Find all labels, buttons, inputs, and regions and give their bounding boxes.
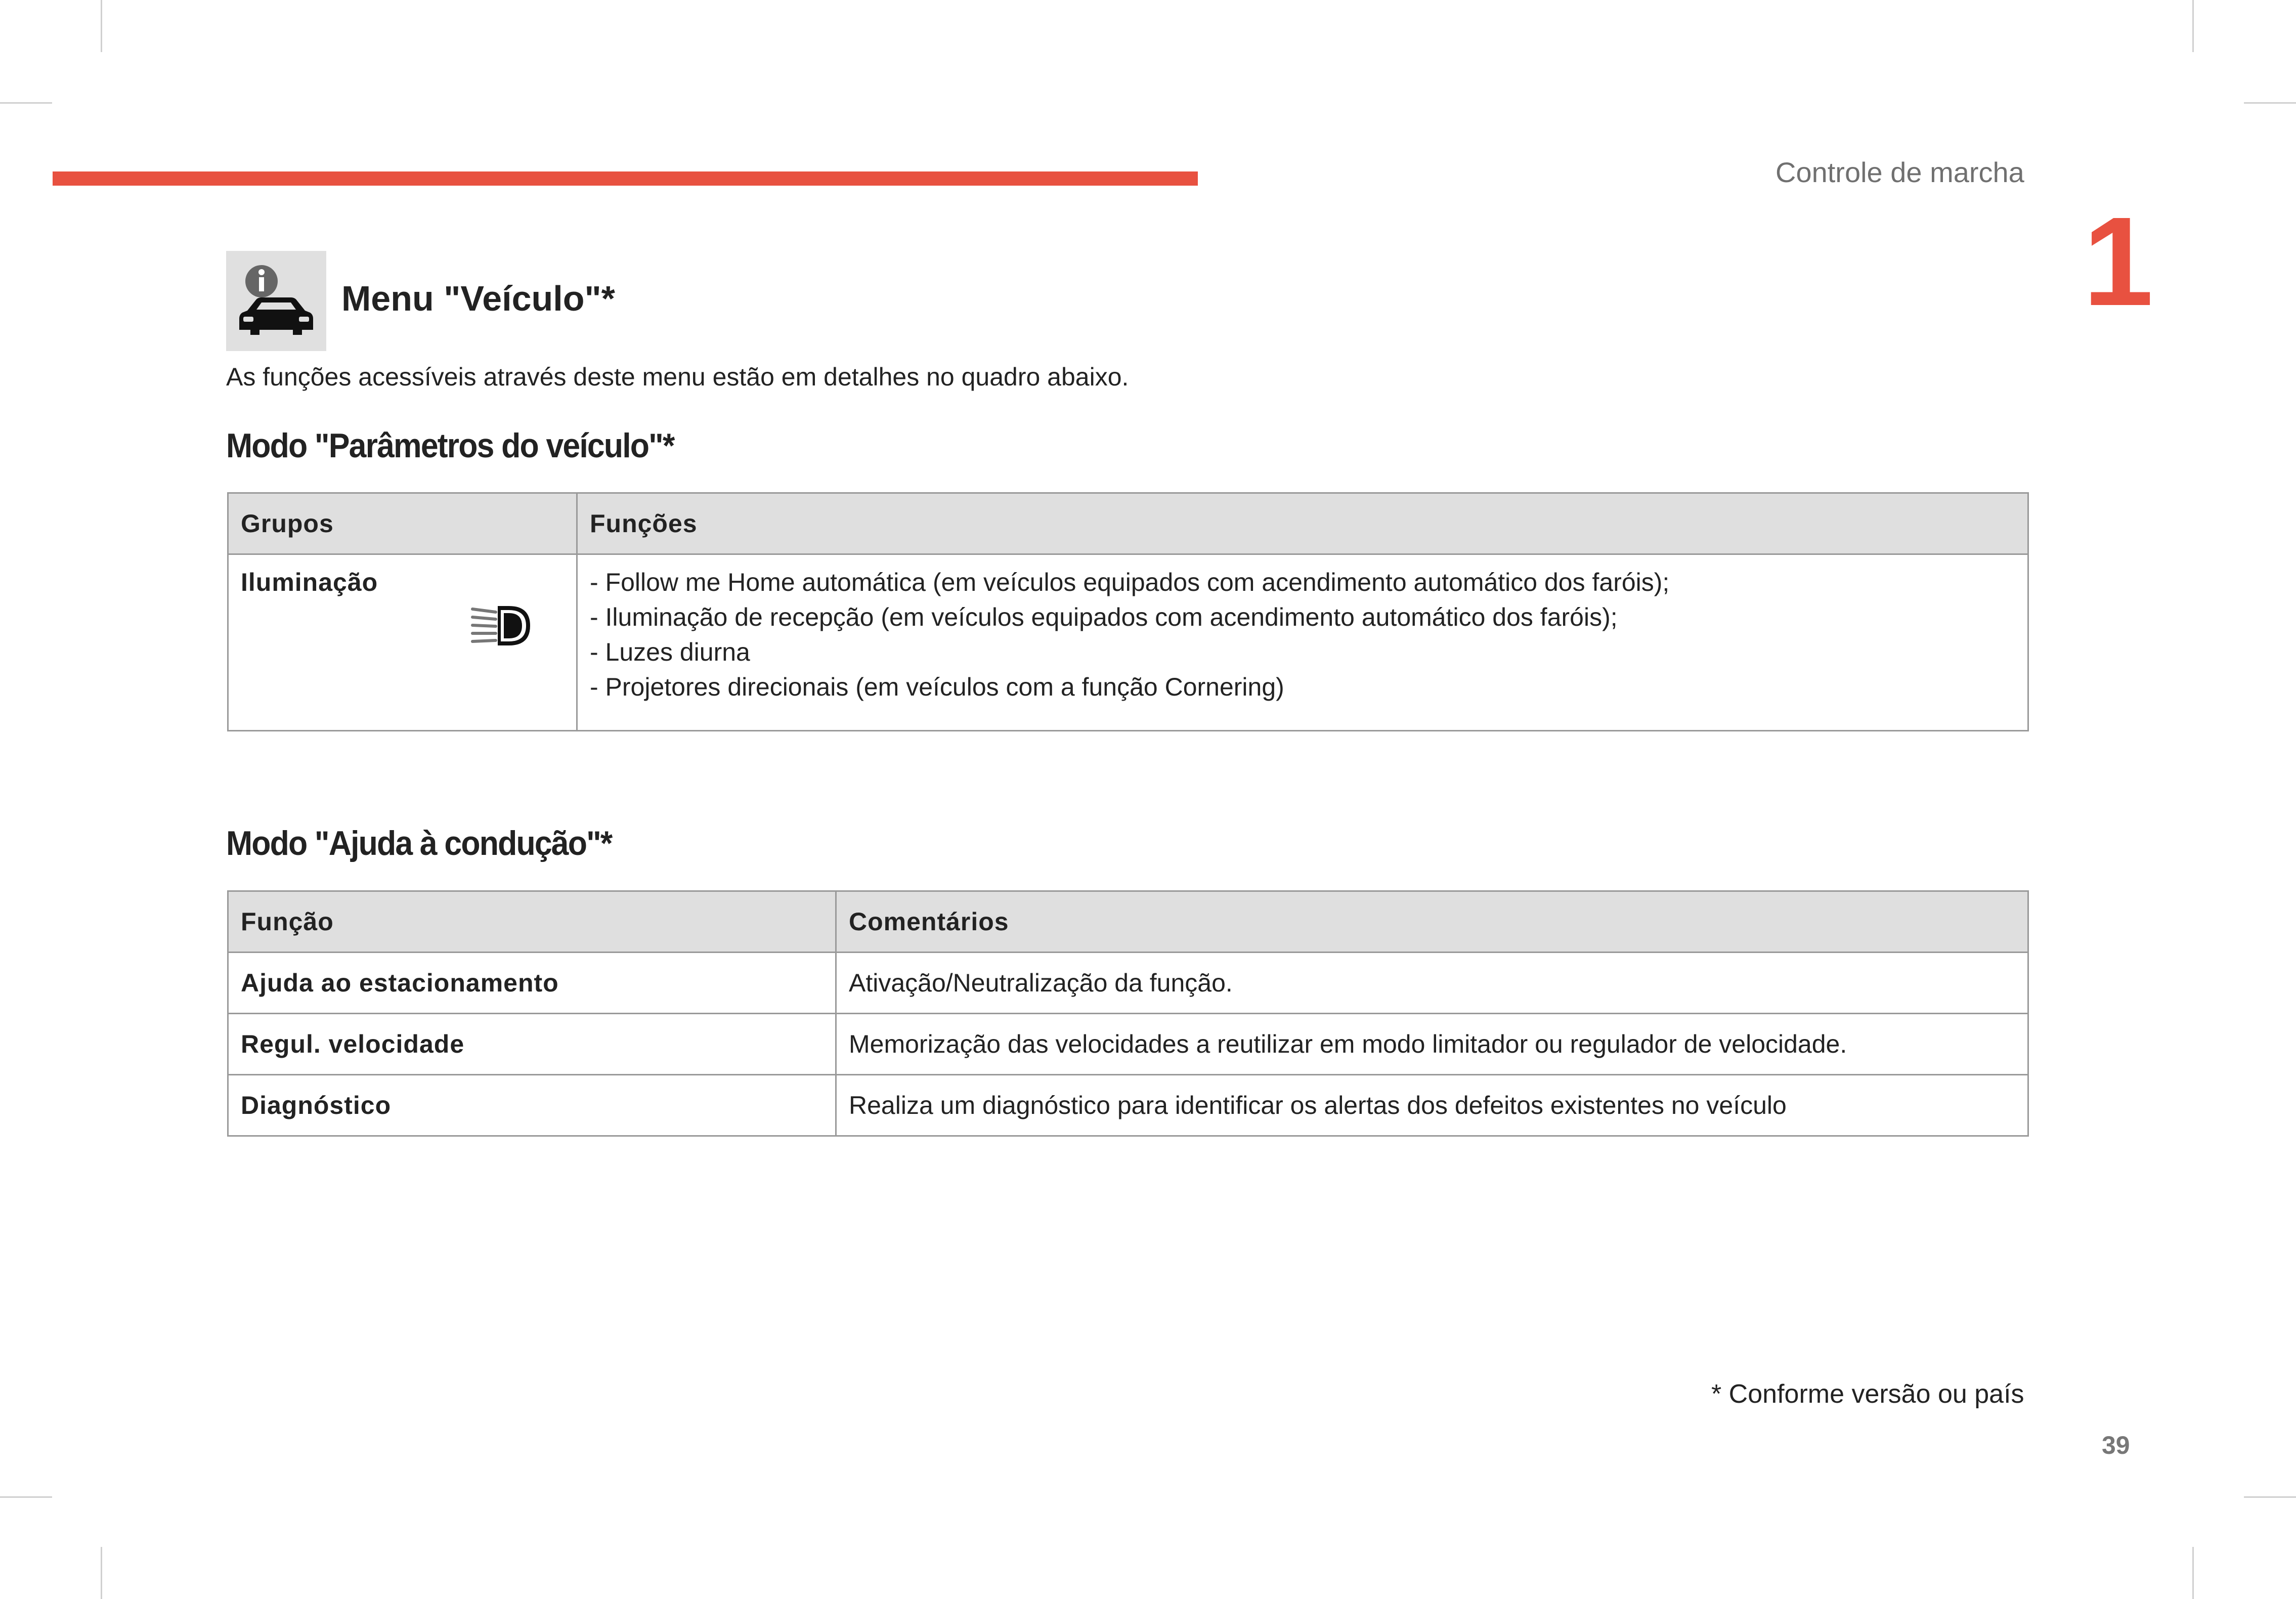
footnote: * Conforme versão ou país: [1711, 1379, 2024, 1409]
table-row: [228, 1014, 2028, 1075]
list-item: - Luzes diurna: [590, 638, 750, 666]
table-header-row: [228, 891, 2028, 953]
function-cell: Diagnóstico: [228, 1075, 836, 1136]
comment-cell: Realiza um diagnóstico para identificar os alertas dos defeitos existentes no veículo: [836, 1075, 2028, 1136]
table-row: [228, 953, 2028, 1014]
column-header: Comentários: [836, 891, 2028, 953]
section-accent-bar: [53, 171, 1198, 186]
comment-cell: Memorização das velocidades a reutilizar em modo limitador ou regulador de velocidade.: [836, 1014, 2028, 1075]
group-label: Iluminação: [241, 568, 378, 596]
crop-mark: [2244, 1496, 2296, 1498]
section-title: Controle de marcha: [1775, 156, 2024, 188]
vehicle-params-heading: Modo "Parâmetros do veículo"*: [226, 426, 674, 465]
driving-assist-heading: Modo "Ajuda à condução"*: [226, 824, 612, 862]
crop-mark: [2192, 0, 2194, 52]
page-number: 39: [2102, 1431, 2130, 1459]
menu-title: Menu "Veículo"*: [341, 279, 615, 318]
chapter-number: 1: [2083, 191, 2154, 332]
list-item: - Projetores direcionais (em veículos com a função Cornering): [590, 673, 1284, 701]
crop-mark: [2244, 102, 2296, 104]
crop-mark: [101, 0, 102, 52]
headlamp-icon: [468, 603, 534, 658]
table-row: [228, 554, 2028, 731]
column-header: Funções: [577, 493, 2028, 554]
comment-cell: Ativação/Neutralização da função.: [836, 953, 2028, 1014]
crop-mark: [0, 102, 52, 104]
car-info-icon: [226, 251, 326, 351]
intro-text: As funções acessíveis através deste menu estão em detalhes no quadro abaixo.: [226, 363, 1129, 391]
list-item: - Follow me Home automática (em veículos equipados com acendimento automático dos faróis);: [590, 568, 1670, 596]
crop-mark: [101, 1547, 102, 1599]
driving-assist-table: [227, 890, 2029, 1137]
list-item: - Iluminação de recepção (em veículos equipados com acendimento automático dos faróis);: [590, 603, 1618, 631]
table-row: [228, 1075, 2028, 1136]
vehicle-params-table: [227, 492, 2029, 731]
function-cell: Ajuda ao estacionamento: [228, 953, 836, 1014]
table-header-row: [228, 493, 2028, 554]
functions-cell: [577, 554, 2028, 731]
column-header: Função: [228, 891, 836, 953]
column-header: Grupos: [228, 493, 577, 554]
crop-mark: [2192, 1547, 2194, 1599]
group-cell: [228, 554, 577, 731]
function-cell: Regul. velocidade: [228, 1014, 836, 1075]
crop-mark: [0, 1496, 52, 1498]
